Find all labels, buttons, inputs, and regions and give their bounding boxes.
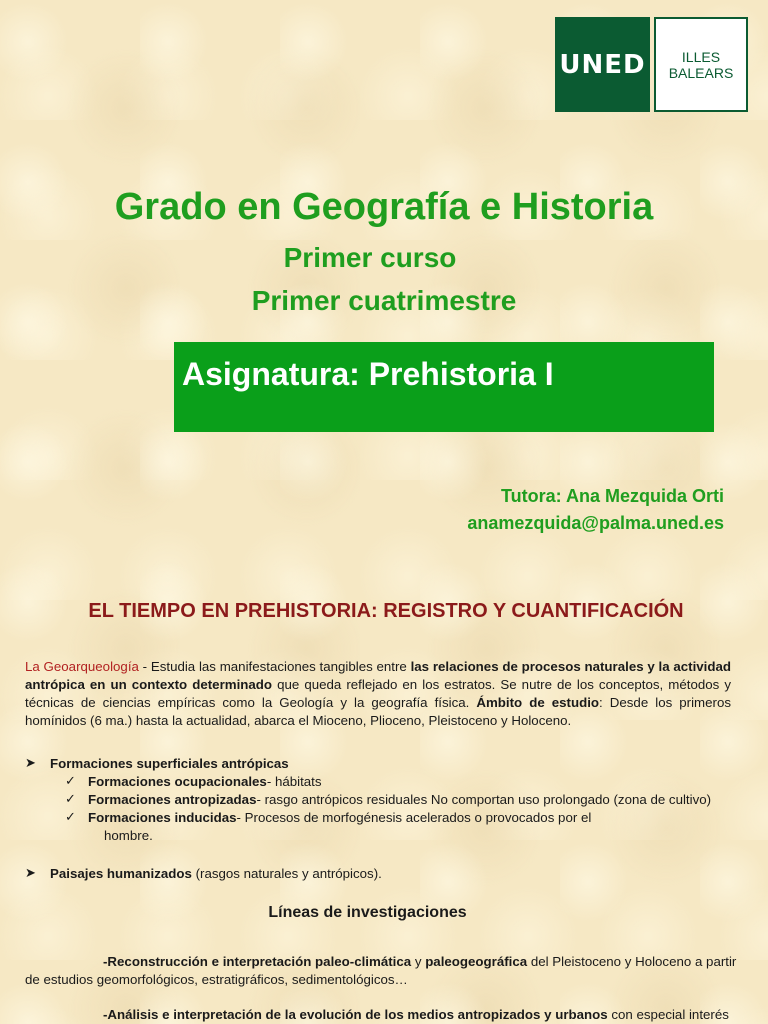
intro-text-2: que queda reflejado en los estratos. Se nutre de los conceptos, métodos y técnicas de ciencias empíricas como la Geología y la geografía física.	[25, 677, 731, 710]
logo-region-line2: BALEARS	[668, 64, 734, 81]
intro-bold-2: Ámbito de estudio	[476, 695, 600, 710]
tutor-email[interactable]: anamezquida@palma.uned.es	[467, 513, 724, 533]
check-icon: ✓	[65, 809, 76, 824]
intro-text-1: - Estudia las manifestaciones tangibles entre	[138, 659, 411, 674]
intro-paragraph	[25, 658, 731, 730]
check-icon: ✓	[65, 791, 76, 806]
arrow-bullet-icon: ➤	[25, 755, 36, 770]
course-year: Primer curso	[283, 242, 457, 273]
logo-region-line1: ILLES	[681, 48, 721, 65]
uned-logo-mark: UNED	[555, 17, 650, 112]
arrow-bullet-icon: ➤	[25, 865, 36, 880]
lineas-title: Líneas de investigaciones	[268, 904, 467, 921]
subject-title: Asignatura: Prehistoria I	[182, 356, 554, 392]
formacion-item: Formaciones antropizadas- rasgo antrópicos residuales No comportan uso prolongado (zona de cultivo)	[88, 792, 712, 807]
subject-banner	[174, 342, 714, 432]
degree-title: Grado en Geografía e Historia	[114, 186, 654, 228]
formacion-item: Formaciones ocupacionales- hábitats	[88, 774, 322, 789]
illes-balears-logo	[654, 17, 748, 112]
research-line-1: -Reconstrucción e interpretación paleo-climática y paleogeográfica del Pleistoceno y Holoceno a partir de estudios geomorfológicos, estratigráficos, sedimentológicos…	[25, 954, 737, 987]
check-icon: ✓	[65, 773, 76, 788]
uned-logo	[555, 17, 748, 112]
formacion-item-continuation: hombre.	[104, 828, 153, 843]
intro-term: La Geoarqueología	[25, 659, 139, 674]
formacion-item: Formaciones inducidas- Procesos de morfogénesis acelerados o provocados por el	[88, 810, 592, 825]
research-line-2: -Análisis e interpretación de la evolución de los medios antropizados y urbanos con especial interés	[103, 1007, 729, 1022]
section-title: EL TIEMPO EN PREHISTORIA: REGISTRO Y CUANTIFICACIÓN	[88, 600, 684, 622]
paisajes-item: Paisajes humanizados (rasgos naturales y antrópicos).	[50, 866, 382, 881]
intro-text-3: : Desde los primeros homínidos (6 ma.) hasta la actualidad, abarca el Mioceno, Plioceno, Pleistoceno y Holoceno.	[25, 695, 731, 728]
tutor-name: Tutora: Ana Mezquida Orti	[501, 486, 724, 506]
course-semester: Primer cuatrimestre	[251, 285, 517, 316]
intro-bold-1: las relaciones de procesos naturales y la actividad antrópica en un contexto determinado	[25, 659, 731, 692]
formaciones-title: Formaciones superficiales antrópicas	[50, 756, 289, 771]
